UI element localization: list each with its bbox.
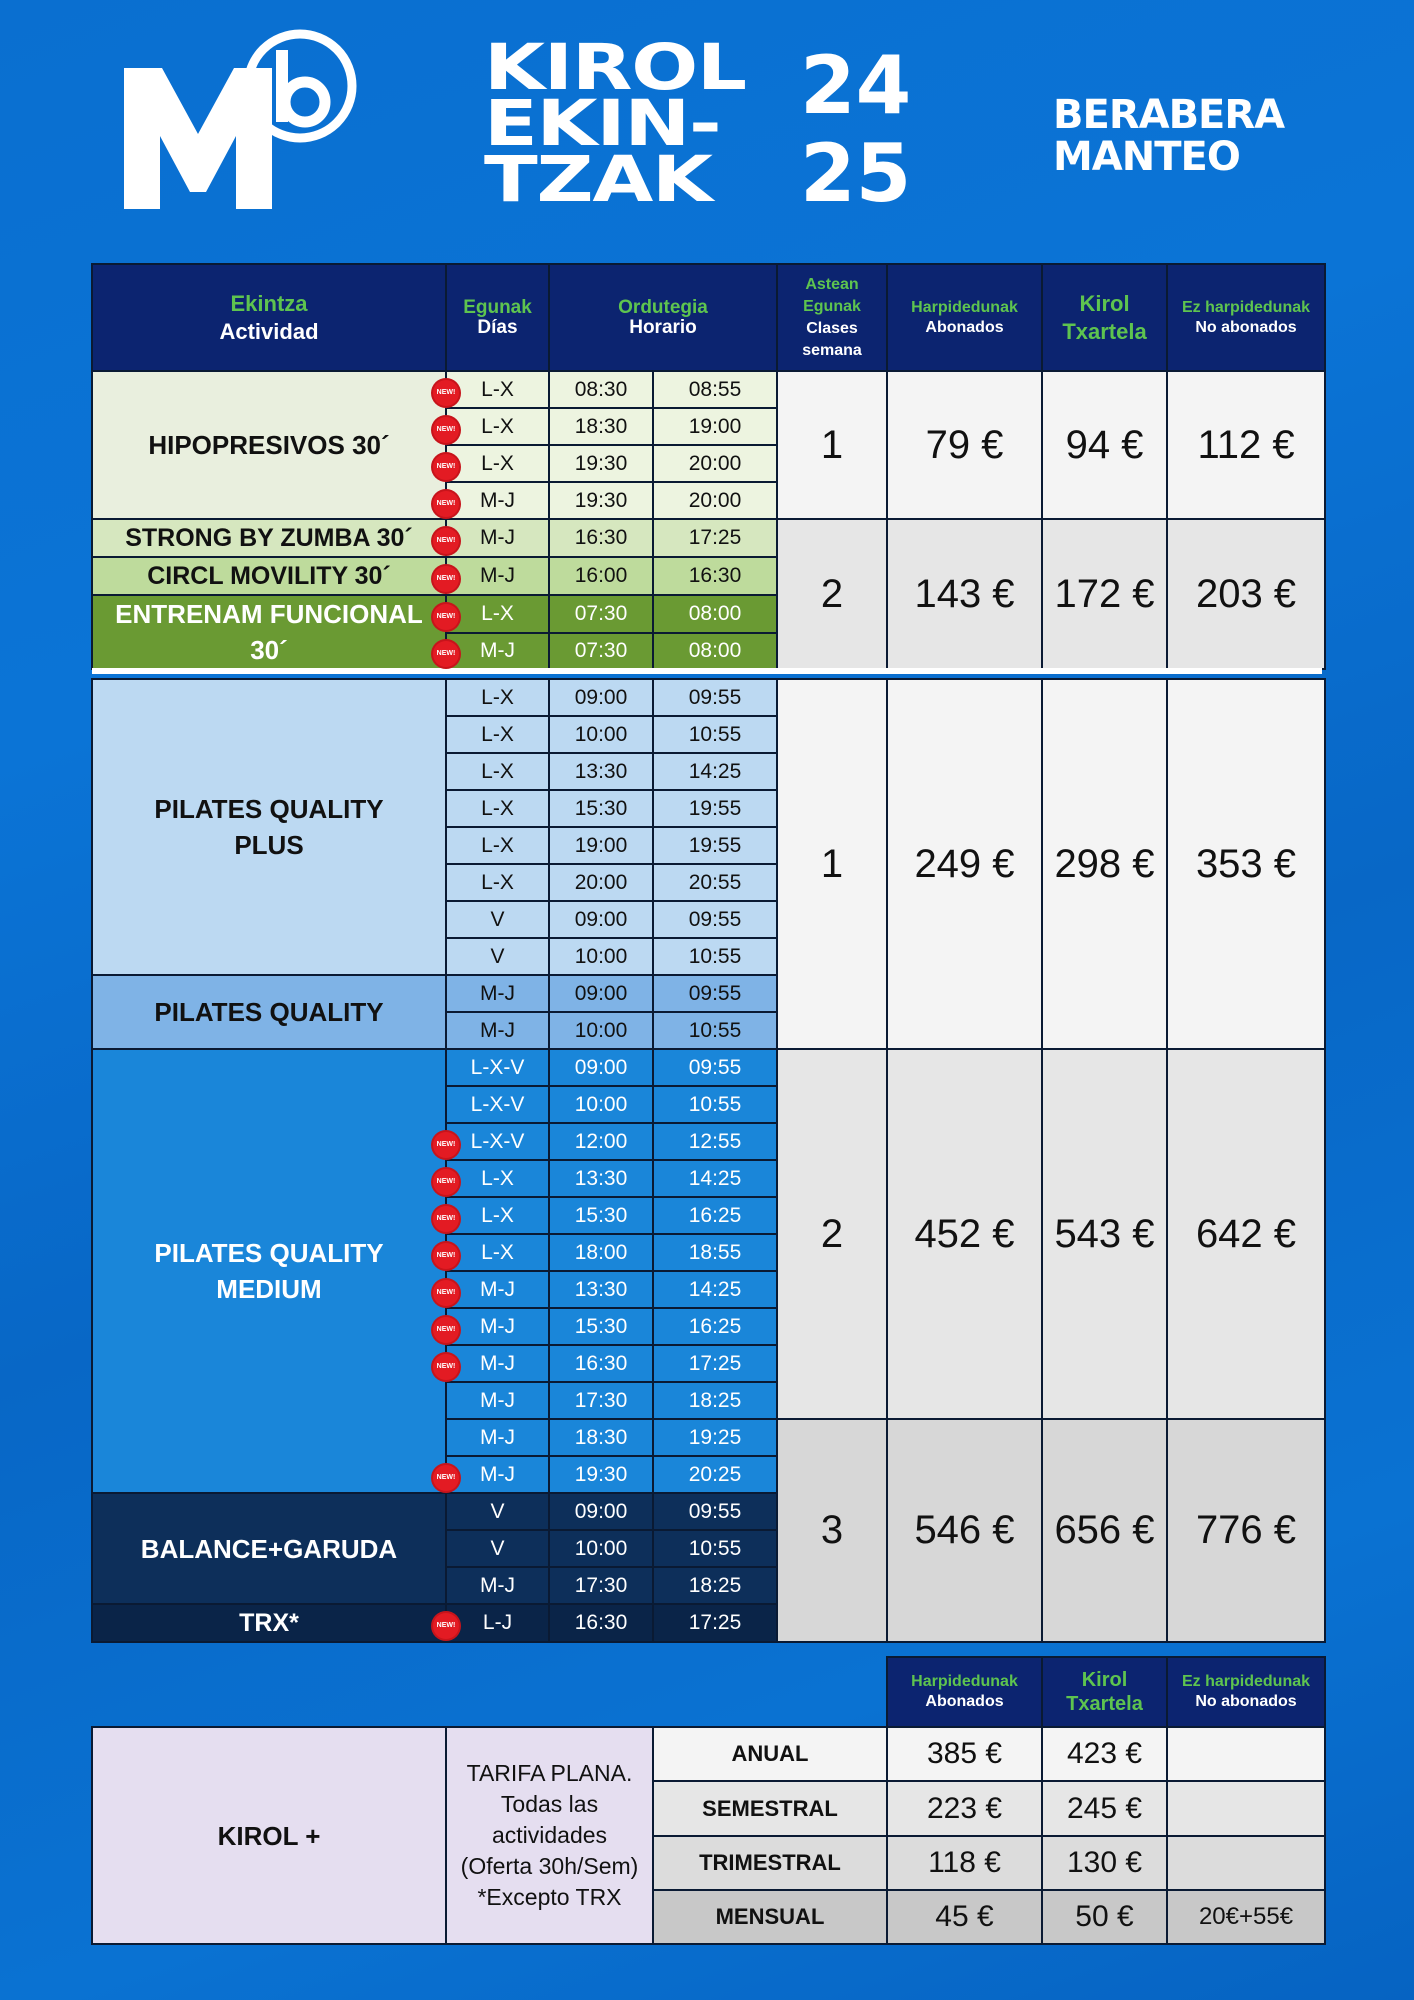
plan-kirol-price: 50 € [1042, 1890, 1167, 1944]
col-members: Harpidedunak Abonados [887, 264, 1042, 371]
row-end: 20:55 [653, 864, 777, 901]
row-days: M-J [446, 519, 549, 557]
new-badge-icon: NEW! [433, 641, 459, 667]
row-days: M-J [446, 557, 549, 595]
row-end: 19:25 [653, 1419, 777, 1456]
row-days: M-J [446, 1345, 549, 1382]
kp-col-nonmembers: Ez harpidedunak No abonados [1167, 1657, 1325, 1727]
price-kirol: 543 € [1042, 1049, 1167, 1419]
row-days: L-X [446, 827, 549, 864]
col-days: Egunak Días [446, 264, 549, 371]
row-start: 19:30 [549, 445, 653, 482]
plan-members-price: 45 € [887, 1890, 1042, 1944]
row-start: 19:30 [549, 482, 653, 519]
row-start: 15:30 [549, 1197, 653, 1234]
pilates-group [92, 679, 1325, 1642]
price-kirol: 172 € [1042, 519, 1167, 669]
price-members: 79 € [887, 371, 1042, 519]
col-schedule: Ordutegia Horario [549, 264, 777, 371]
plan-kirol-price: 130 € [1042, 1836, 1167, 1890]
row-end: 16:25 [653, 1197, 777, 1234]
plan-non-price [1167, 1836, 1325, 1890]
activity-name: HIPOPRESIVOS 30´ [148, 430, 390, 460]
section-divider [92, 668, 1322, 674]
activity-pilates-quality-medium [92, 1049, 446, 1493]
row-start: 18:30 [549, 1419, 653, 1456]
row-days: L-X [446, 1160, 549, 1197]
row-start: 09:00 [549, 901, 653, 938]
activity-strong-by-zumba [92, 519, 446, 557]
brand-line-2: MANTEO [1053, 134, 1240, 180]
row-days: L-X-V [446, 1049, 549, 1086]
activity-pilates-quality-plus [92, 679, 446, 975]
activity-name: PILATES QUALITY [154, 997, 384, 1027]
col-nonmembers: Ez harpidedunak No abonados [1167, 264, 1325, 371]
new-badge-icon: NEW! [433, 1613, 459, 1639]
new-badge-icon: NEW! [433, 1317, 459, 1343]
row-end: 17:25 [653, 1345, 777, 1382]
activity-name: PILATES QUALITY [154, 794, 384, 824]
row-end: 09:55 [653, 975, 777, 1012]
row-days: V [446, 938, 549, 975]
col-classes: Astean Egunak Clases semana [777, 264, 887, 371]
activity-name: PLUS [234, 830, 304, 860]
activity-entrenam-funcional [92, 595, 446, 669]
col-activity: Ekintza Actividad [92, 264, 446, 371]
activity-balance-garuda [92, 1493, 446, 1604]
kirol-plus-name: KIROL + [92, 1727, 446, 1944]
row-days: L-X [446, 371, 549, 408]
activity-name: TRX* [239, 1609, 299, 1637]
row-end: 10:55 [653, 1086, 777, 1123]
row-start: 10:00 [549, 1012, 653, 1049]
row-end: 16:30 [653, 557, 777, 595]
activity-name: PILATES QUALITY [154, 1238, 384, 1268]
title-line-3: TZAK [484, 143, 712, 216]
row-days: M-J [446, 482, 549, 519]
row-days: L-X-V [446, 1086, 549, 1123]
row-start: 19:30 [549, 1456, 653, 1493]
price-members: 452 € [887, 1049, 1042, 1419]
activity-name: CIRCL MOVILITY 30´ [147, 562, 391, 590]
short-sessions-group [92, 371, 1325, 669]
price-non: 203 € [1167, 519, 1325, 669]
new-badge-icon: NEW! [433, 604, 459, 630]
plan-label: MENSUAL [653, 1890, 887, 1944]
row-start: 09:00 [549, 975, 653, 1012]
row-start: 09:00 [549, 1049, 653, 1086]
plan-members-price: 223 € [887, 1781, 1042, 1836]
activity-trx [92, 1604, 446, 1642]
activity-pilates-quality [92, 975, 446, 1049]
activity-hipopresivos [92, 371, 446, 519]
plan-members-price: 385 € [887, 1727, 1042, 1781]
price-kirol: 298 € [1042, 679, 1167, 1049]
new-badge-icon: NEW! [433, 1354, 459, 1380]
price-classes: 3 [777, 1419, 887, 1642]
row-days: M-J [446, 1271, 549, 1308]
row-days: L-X [446, 1197, 549, 1234]
new-badge-icon: NEW! [433, 528, 459, 554]
new-badge-icon: NEW! [433, 1132, 459, 1158]
row-start: 15:30 [549, 1308, 653, 1345]
year-start: 24 [800, 39, 912, 132]
activity-name: MEDIUM [216, 1274, 322, 1304]
row-start: 16:00 [549, 557, 653, 595]
row-start: 07:30 [549, 633, 653, 669]
row-end: 09:55 [653, 901, 777, 938]
plan-kirol-price: 245 € [1042, 1781, 1167, 1836]
row-days: L-X [446, 445, 549, 482]
row-start: 18:00 [549, 1234, 653, 1271]
row-end: 10:55 [653, 716, 777, 753]
price-kirol: 656 € [1042, 1419, 1167, 1642]
row-start: 10:00 [549, 716, 653, 753]
row-start: 19:00 [549, 827, 653, 864]
pilates-table [91, 678, 1326, 1643]
price-non: 642 € [1167, 1049, 1325, 1419]
row-days: M-J [446, 633, 549, 669]
row-end: 10:55 [653, 938, 777, 975]
row-start: 10:00 [549, 938, 653, 975]
price-non: 112 € [1167, 371, 1325, 519]
title [484, 31, 746, 216]
row-end: 08:00 [653, 595, 777, 633]
new-badge-icon: NEW! [433, 380, 459, 406]
row-days: M-J [446, 1567, 549, 1604]
new-badge-icon: NEW! [433, 1206, 459, 1232]
new-badge-icon: NEW! [433, 454, 459, 480]
year-end: 25 [800, 127, 912, 220]
new-badge-icon: NEW! [433, 1280, 459, 1306]
row-days: M-J [446, 1419, 549, 1456]
row-days: V [446, 1493, 549, 1530]
row-start: 16:30 [549, 1604, 653, 1642]
row-days: L-X-V [446, 1123, 549, 1160]
row-end: 08:00 [653, 633, 777, 669]
price-non: 353 € [1167, 679, 1325, 1049]
activity-circl-movility [92, 557, 446, 595]
row-days: L-J [446, 1604, 549, 1642]
activity-name: ENTRENAM FUNCIONAL [115, 599, 423, 629]
row-start: 16:30 [549, 519, 653, 557]
club-logo [118, 24, 358, 210]
new-badge-icon: NEW! [433, 1169, 459, 1195]
row-end: 18:25 [653, 1567, 777, 1604]
row-start: 13:30 [549, 753, 653, 790]
kirol-plus-header [886, 1656, 1326, 1728]
row-start: 12:00 [549, 1123, 653, 1160]
row-days: L-X [446, 716, 549, 753]
schedule-table [91, 263, 1326, 670]
row-end: 17:25 [653, 1604, 777, 1642]
row-days: M-J [446, 975, 549, 1012]
price-members: 546 € [887, 1419, 1042, 1642]
row-days: L-X [446, 753, 549, 790]
row-end: 08:55 [653, 371, 777, 408]
row-days: M-J [446, 1382, 549, 1419]
plan-label: TRIMESTRAL [653, 1836, 887, 1890]
row-start: 07:30 [549, 595, 653, 633]
row-end: 09:55 [653, 1049, 777, 1086]
plan-label: SEMESTRAL [653, 1781, 887, 1836]
kirol-plus-table [91, 1726, 1326, 1945]
row-end: 12:55 [653, 1123, 777, 1160]
row-end: 20:25 [653, 1456, 777, 1493]
row-end: 14:25 [653, 753, 777, 790]
row-days: L-X [446, 408, 549, 445]
activity-name: STRONG BY ZUMBA 30´ [125, 524, 413, 552]
row-start: 17:30 [549, 1382, 653, 1419]
row-days: L-X [446, 864, 549, 901]
new-badge-icon: NEW! [433, 566, 459, 592]
row-end: 19:55 [653, 790, 777, 827]
schedule-row [92, 1049, 1325, 1086]
brand-logo [1053, 94, 1284, 178]
schedule-row [92, 371, 1325, 408]
row-start: 20:00 [549, 864, 653, 901]
row-start: 10:00 [549, 1086, 653, 1123]
new-badge-icon: NEW! [433, 491, 459, 517]
row-days: M-J [446, 1308, 549, 1345]
row-end: 14:25 [653, 1271, 777, 1308]
kp-col-members: Harpidedunak Abonados [887, 1657, 1042, 1727]
row-start: 13:30 [549, 1271, 653, 1308]
plan-members-price: 118 € [887, 1836, 1042, 1890]
row-start: 09:00 [549, 679, 653, 716]
row-days: V [446, 901, 549, 938]
row-end: 19:00 [653, 408, 777, 445]
row-days: L-X [446, 679, 549, 716]
row-start: 15:30 [549, 790, 653, 827]
title-line-1: KIROL [484, 31, 746, 104]
activity-name: BALANCE+GARUDA [140, 1533, 398, 1564]
row-end: 18:25 [653, 1382, 777, 1419]
row-start: 09:00 [549, 1493, 653, 1530]
price-members: 249 € [887, 679, 1042, 1049]
row-end: 18:55 [653, 1234, 777, 1271]
price-kirol: 94 € [1042, 371, 1167, 519]
row-end: 10:55 [653, 1012, 777, 1049]
row-end: 17:25 [653, 519, 777, 557]
price-classes: 1 [777, 679, 887, 1049]
plan-non-price: 20€+55€ [1167, 1890, 1325, 1944]
kirol-plus-description: TARIFA PLANA. Todas las actividades (Oferta 30h/Sem) *Excepto TRX [446, 1727, 653, 1944]
row-end: 16:25 [653, 1308, 777, 1345]
price-classes: 1 [777, 371, 887, 519]
new-badge-icon: NEW! [433, 1243, 459, 1269]
row-start: 08:30 [549, 371, 653, 408]
row-end: 20:00 [653, 482, 777, 519]
row-start: 17:30 [549, 1567, 653, 1604]
schedule-row [92, 679, 1325, 716]
table-header [92, 264, 1325, 371]
row-end: 19:55 [653, 827, 777, 864]
row-start: 16:30 [549, 1345, 653, 1382]
row-days: L-X [446, 1234, 549, 1271]
row-end: 09:55 [653, 679, 777, 716]
plan-label: ANUAL [653, 1727, 887, 1781]
col-kirol: Kirol Txartela [1042, 264, 1167, 371]
plan-non-price [1167, 1781, 1325, 1836]
row-days: M-J [446, 1456, 549, 1493]
row-end: 20:00 [653, 445, 777, 482]
row-end: 09:55 [653, 1493, 777, 1530]
schedule-row [92, 519, 1325, 557]
season-years [800, 39, 912, 220]
new-badge-icon: NEW! [433, 1465, 459, 1491]
activity-name: 30´ [250, 635, 288, 665]
price-classes: 2 [777, 1049, 887, 1419]
price-non: 776 € [1167, 1419, 1325, 1642]
row-days: L-X [446, 790, 549, 827]
brand-line-1: BERABERA [1053, 92, 1285, 138]
row-days: V [446, 1530, 549, 1567]
plan-kirol-price: 423 € [1042, 1727, 1167, 1781]
row-start: 13:30 [549, 1160, 653, 1197]
price-classes: 2 [777, 519, 887, 669]
price-members: 143 € [887, 519, 1042, 669]
new-badge-icon: NEW! [433, 417, 459, 443]
row-start: 18:30 [549, 408, 653, 445]
row-days: L-X [446, 595, 549, 633]
kp-col-kirol: Kirol Txartela [1042, 1657, 1167, 1727]
row-end: 10:55 [653, 1530, 777, 1567]
row-start: 10:00 [549, 1530, 653, 1567]
row-end: 14:25 [653, 1160, 777, 1197]
row-days: M-J [446, 1012, 549, 1049]
plan-non-price [1167, 1727, 1325, 1781]
title-line-2: EKIN- [484, 87, 721, 160]
